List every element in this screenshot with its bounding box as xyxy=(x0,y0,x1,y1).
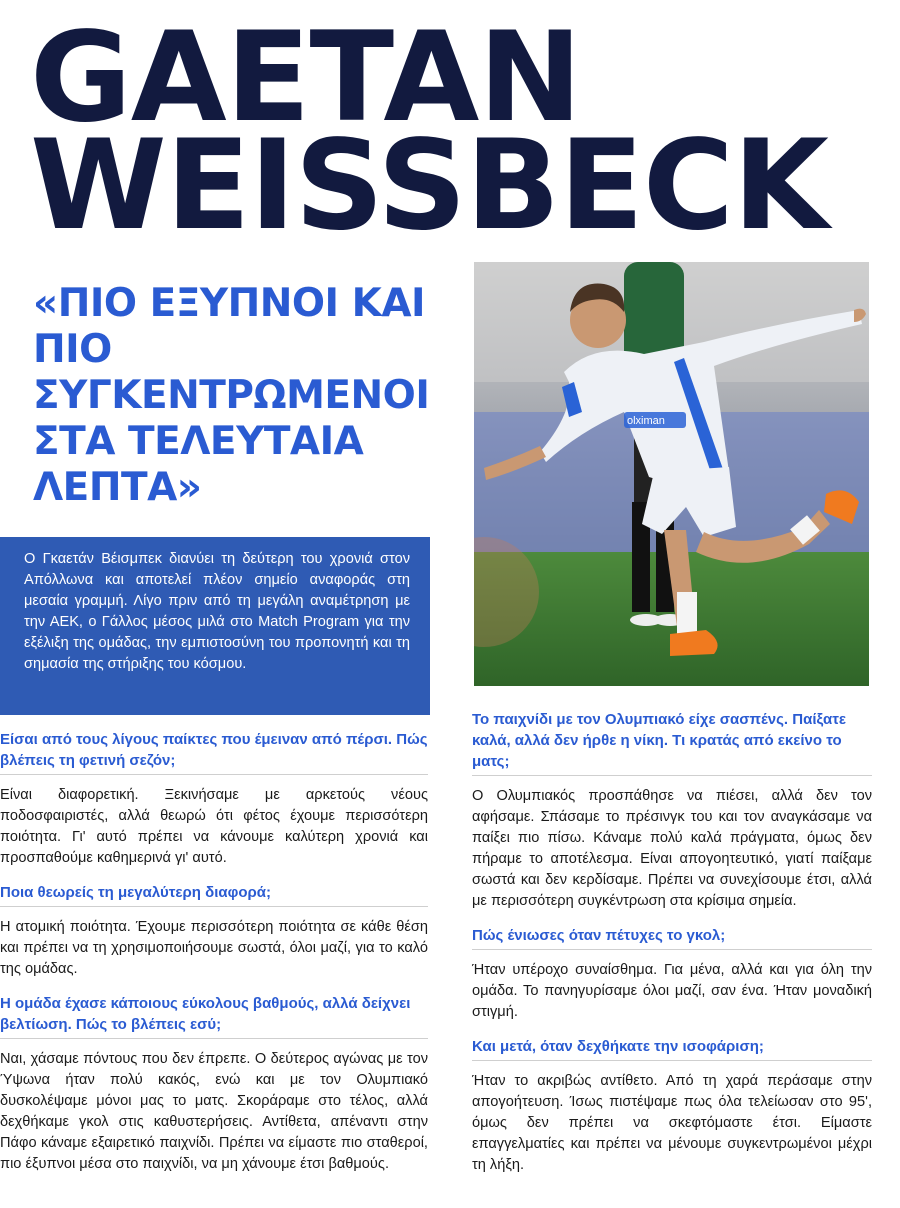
answer-text: Ναι, χάσαμε πόντους που δεν έπρεπε. Ο δεύτερος αγώνας με τον Ύψωνα ήταν πολύ κακός, ενώ και με τον Ολυμπιακό δυσκολέψαμε μόνοι μας το ματς. Σκοράραμε στο τέλος, αλλά δεχθήκαμε γκολ στις καθυστερήσεις. Αντίθετα, απέναντι στην Πάφο κάναμε εξαιρετικό παιχνίδι. Πρέπει να είμαστε πιο σταθεροί, πιο έξυπνοι μέσα στο παιχνίδι, να μη χάνουμε έτσι βαθμούς. xyxy=(0,1051,428,1172)
player-celebration-photo xyxy=(474,262,869,686)
question-heading: Πώς ένιωσες όταν πέτυχες το γκολ; xyxy=(472,925,872,950)
qa-block xyxy=(472,709,872,912)
headline-first-name: GAETAN xyxy=(30,6,582,150)
qa-block xyxy=(0,729,428,869)
answer-text: Είναι διαφορετική. Ξεκινήσαμε με αρκετούς νέους ποδοσφαιριστές, αλλά θεωρώ ότι φέτος έχουμε περισσότερη ποιότητα. Γι' αυτό πρέπει να κάνουμε καλύτερη χρονιά και προσπαθούμε καθημερινά γι' αυτό. xyxy=(0,787,428,866)
qa-block xyxy=(472,925,872,1023)
qa-block xyxy=(0,993,428,1175)
left-column xyxy=(0,729,428,1188)
question-heading: Το παιχνίδι με τον Ολυμπιακό είχε σασπένς. Παίξατε καλά, αλλά δεν ήρθε η νίκη. Τι κρατάς από εκείνο το ματς; xyxy=(472,709,872,776)
question-heading: Ποια θεωρείς τη μεγαλύτερη διαφορά; xyxy=(0,882,428,907)
intro-box: Ο Γκαετάν Βέισμπεκ διανύει τη δεύτερη του χρονιά στον Απόλλωνα και αποτελεί πλέον σημείο αναφοράς στη μεσαία γραμμή. Λίγο πριν από τη μεγάλη αναμέτρηση με την ΑΕΚ, ο Γάλλος μέσος μιλά στο Match Program για την εξέλιξη της ομάδας, την εμπιστοσύνη του προπονητή και τη σημασία της στήριξης του κόσμου. xyxy=(0,537,430,715)
qa-block xyxy=(472,1036,872,1176)
answer-text: Ήταν υπέροχο συναίσθημα. Για μένα, αλλά και για όλη την ομάδα. Το πανηγυρίσαμε όλοι μαζί, σαν ένα. Ήταν μοναδική στιγμή. xyxy=(472,962,872,1020)
question-heading: Είσαι από τους λίγους παίκτες που έμειναν από πέρσι. Πώς βλέπεις τη φετινή σεζόν; xyxy=(0,729,428,775)
answer-text: Ο Ολυμπιακός προσπάθησε να πιέσει, αλλά δεν τον αφήσαμε. Σπάσαμε το πρέσινγκ του και τον αναγκάσαμε να παίξει πιο πίσω. Κάναμε πολύ καλά πράγματα, όμως δεν πήραμε το αποτέλεσμα. Είναι απογοητευτικό, γιατί παίξαμε σωστά και δεν κερδίσαμε. Πρέπει να συνεχίσουμε έτσι, αλλά με περισσότερη συγκέντρωση στα κρίσιμα σημεία. xyxy=(472,788,872,909)
question-heading: Και μετά, όταν δεχθήκατε την ισοφάριση; xyxy=(472,1036,872,1061)
answer-text: Ήταν το ακριβώς αντίθετο. Από τη χαρά περάσαμε στην απογοήτευση. Ίσως πιστέψαμε πως όλα τελείωσαν στο 95', όμως δεν πρέπει να σκεφτόμαστε έτσι. Είμαστε επαγγελματίες και πρέπει να μένουμε συγκεντρωμένοι μέχρι τη λήξη. xyxy=(472,1073,872,1173)
question-heading: Η ομάδα έχασε κάποιους εύκολους βαθμούς, αλλά δείχνει βελτίωση. Πώς το βλέπεις εσύ; xyxy=(0,993,428,1039)
pull-quote: «ΠΙΟ ΕΞΥΠΝΟΙ ΚΑΙ ΠΙΟ ΣΥΓΚΕΝΤΡΩΜΕΝΟΙ ΣΤΑ ΤΕΛΕΥΤΑΙΑ ΛΕΠΤΑ» xyxy=(33,281,430,510)
sponsor-logo: olximan xyxy=(627,415,665,427)
answer-text: Η ατομική ποιότητα. Έχουμε περισσότερη ποιότητα σε κάθε θέση και πρέπει να τη χρησιμοποιήσουμε σωστά, όλοι μαζί, για το καλό της ομάδας. xyxy=(0,919,428,977)
qa-block xyxy=(0,882,428,980)
right-column xyxy=(472,709,872,1189)
headline-last-name: WEISSBECK xyxy=(30,114,828,258)
